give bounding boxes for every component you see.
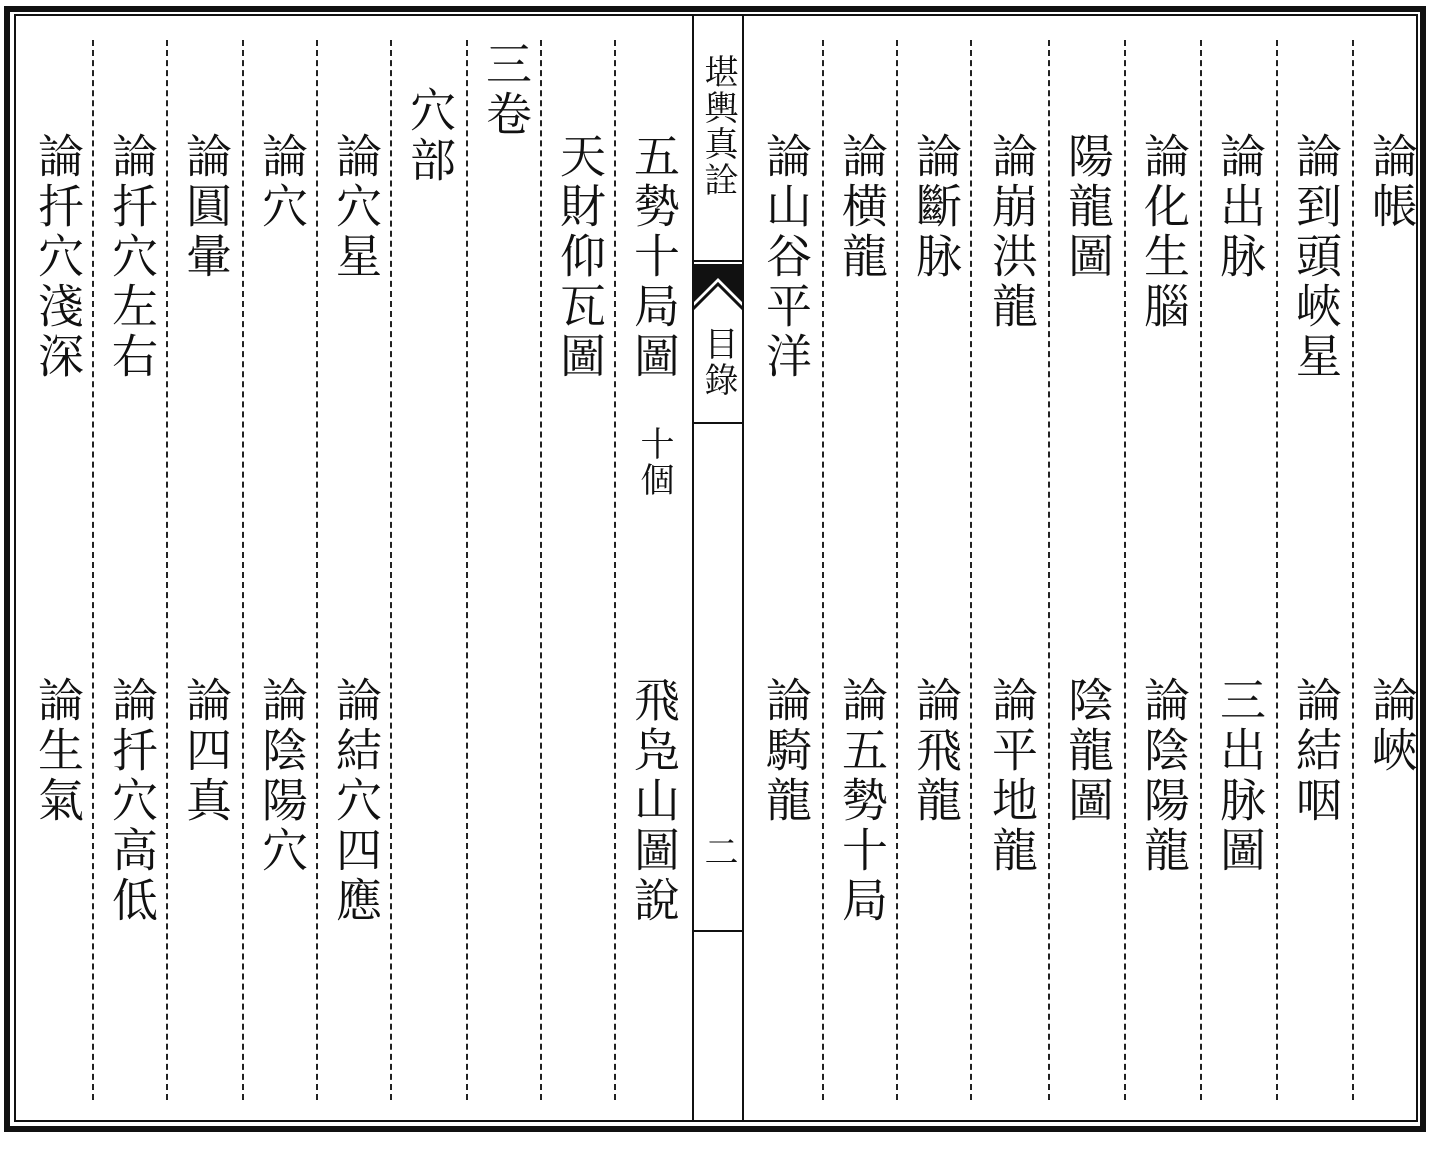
toc-entry-bottom: 論峽 xyxy=(1365,676,1419,776)
toc-entry-top: 陽龍圖 xyxy=(1061,132,1115,282)
column-rule xyxy=(1352,40,1354,1100)
column-rule xyxy=(1048,40,1050,1100)
toc-entry-note: 十個 xyxy=(634,426,674,498)
toc-column xyxy=(904,0,968,1100)
toc-entry-top: 五勢十局圖 xyxy=(627,132,681,382)
toc-column xyxy=(26,0,90,1100)
toc-entry-top: 論圓暈 xyxy=(179,132,233,282)
book-title: 堪輿真詮 xyxy=(698,54,738,198)
toc-entry-top: 天財仰瓦圖 xyxy=(553,132,607,382)
toc-entry-top: 論扦穴左右 xyxy=(105,132,159,382)
column-rule xyxy=(466,40,468,1100)
page-number: 二 xyxy=(698,834,738,870)
toc-entry-bottom: 論結咽 xyxy=(1289,676,1343,826)
toc-column xyxy=(174,0,238,1100)
toc-column xyxy=(398,0,462,1100)
toc-entry-bottom: 論五勢十局 xyxy=(835,676,889,926)
center-fold xyxy=(692,14,744,1122)
fold-divider xyxy=(692,260,744,262)
toc-column xyxy=(250,0,314,1100)
toc-entry-bottom: 論陰陽穴 xyxy=(255,676,309,876)
column-rule xyxy=(540,40,542,1100)
column-rule xyxy=(896,40,898,1100)
toc-entry-top: 論穴 xyxy=(255,132,309,232)
toc-column xyxy=(980,0,1044,1100)
toc-entry-bottom: 陰龍圖 xyxy=(1061,676,1115,826)
column-rule xyxy=(1276,40,1278,1100)
toc-column xyxy=(1284,0,1348,1100)
toc-entry-bottom: 論扦穴高低 xyxy=(105,676,159,926)
column-rule xyxy=(166,40,168,1100)
toc-entry-top: 論横龍 xyxy=(835,132,889,282)
fishtail-mark-icon xyxy=(692,264,744,324)
toc-entry-top: 論出脉 xyxy=(1213,132,1267,282)
toc-entry-bottom: 飛凫山圖說 xyxy=(627,676,681,926)
column-rule xyxy=(92,40,94,1100)
section-title: 目錄 xyxy=(698,326,738,398)
volume-heading: 三卷 xyxy=(479,40,533,140)
toc-entry-top: 論扦穴淺深 xyxy=(31,132,85,382)
toc-column xyxy=(830,0,894,1100)
toc-entry-top: 論到頭峽星 xyxy=(1289,132,1343,382)
toc-entry-top: 論斷脉 xyxy=(909,132,963,282)
toc-entry-bottom: 論生氣 xyxy=(31,676,85,826)
section-heading: 穴部 xyxy=(403,86,457,186)
toc-entry-top: 論化生腦 xyxy=(1137,132,1191,332)
toc-entry-bottom: 論平地龍 xyxy=(985,676,1039,876)
toc-column xyxy=(1056,0,1120,1100)
column-rule xyxy=(242,40,244,1100)
column-rule xyxy=(1124,40,1126,1100)
fold-divider xyxy=(692,930,744,932)
toc-entry-bottom: 論結穴四應 xyxy=(329,676,383,926)
toc-entry-bottom: 論四真 xyxy=(179,676,233,826)
column-rule xyxy=(970,40,972,1100)
toc-entry-top: 論山谷平洋 xyxy=(759,132,813,382)
toc-entry-bottom: 論騎龍 xyxy=(759,676,813,826)
toc-entry-top: 論帳 xyxy=(1365,132,1419,232)
toc-column xyxy=(1360,0,1424,1100)
toc-column xyxy=(1132,0,1196,1100)
toc-entry-top: 論穴星 xyxy=(329,132,383,282)
toc-column xyxy=(1208,0,1272,1100)
toc-column xyxy=(754,0,818,1100)
column-rule xyxy=(1200,40,1202,1100)
fold-divider xyxy=(692,422,744,424)
column-rule xyxy=(822,40,824,1100)
toc-entry-bottom: 論陰陽龍 xyxy=(1137,676,1191,876)
toc-column xyxy=(548,0,612,1100)
column-rule xyxy=(390,40,392,1100)
column-rule xyxy=(614,40,616,1100)
toc-entry-top: 論崩洪龍 xyxy=(985,132,1039,332)
toc-entry-bottom: 三出脉圖 xyxy=(1213,676,1267,876)
toc-column xyxy=(474,0,538,1100)
toc-entry-bottom: 論飛龍 xyxy=(909,676,963,826)
toc-column xyxy=(622,0,686,1100)
toc-column xyxy=(324,0,388,1100)
toc-column xyxy=(100,0,164,1100)
column-rule xyxy=(316,40,318,1100)
